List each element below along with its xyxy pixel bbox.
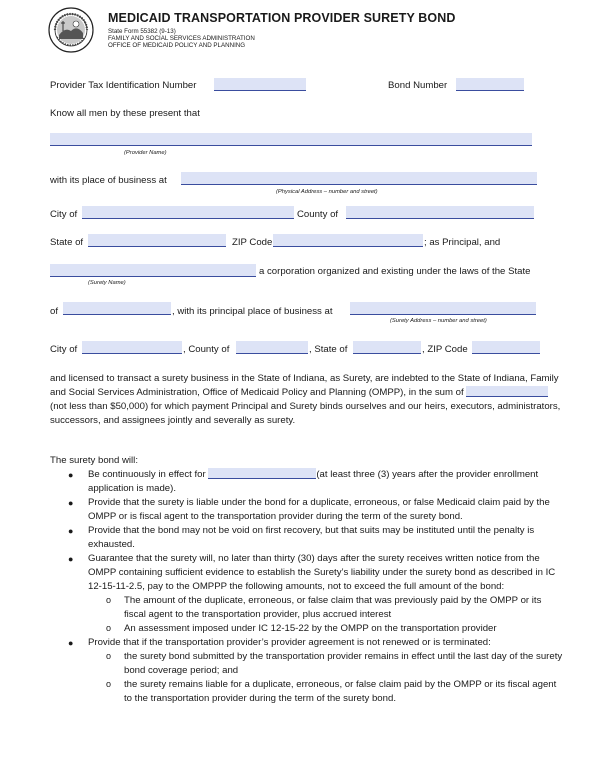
state-input[interactable] [88, 234, 226, 247]
list-item [88, 594, 565, 622]
circle-bullet-icon: o [106, 679, 112, 689]
bond-will-heading: The surety bond will: [50, 455, 138, 466]
obligation-text-1: and licensed to transact a surety business in the State of Indiana, as Surety, are indebted to the State of Indiana, Family and Social Services Administration, Office of Medicaid Policy and Planning (OMPP), in the [50, 373, 559, 398]
tax-id-label: Provider Tax Identification Number [50, 80, 197, 91]
physical-address-caption: (Physical Address – number and street) [276, 189, 378, 195]
form-number: State Form 55382 (9-13) [108, 28, 176, 35]
obligation-text-2: (not less than $50,000) for which payment Principal and Surety binds ourselves and our heirs, executors, administrators, successors, and assignees jointly and severally as surety. [50, 401, 561, 426]
zip2-label: , ZIP Code [422, 344, 468, 355]
as-principal-text: ; as Principal, and [424, 237, 501, 248]
condition-4-sub-1: The amount of the duplicate, erroneous, or false claim that was previously paid by the OMPP or its fiscal agent to the transportation provider, plus accrued interest [124, 595, 542, 620]
bullet-icon: ● [68, 498, 74, 508]
condition-3: Provide that the bond may not be void on first recovery, but that suits may be instituted until the penalty is exhausted. [88, 525, 535, 550]
provider-name-caption: (Provider Name) [124, 150, 167, 156]
surety-address-caption: (Surety Address – number and street) [390, 318, 487, 324]
surety-state-input[interactable] [63, 302, 171, 315]
county-input[interactable] [346, 206, 534, 219]
county-label: County of [297, 209, 339, 220]
circle-bullet-icon: o [106, 623, 112, 633]
city-input[interactable] [82, 206, 294, 219]
bond-number-input[interactable] [456, 78, 524, 91]
tax-id-input[interactable] [214, 78, 306, 91]
county2-label: , County of [183, 344, 230, 355]
circle-bullet-icon: o [106, 595, 112, 605]
list-item [50, 496, 565, 524]
condition-4-sublist [88, 594, 565, 636]
physical-address-input[interactable] [181, 172, 537, 185]
condition-2: Provide that the surety is liable under the bond for a duplicate, erroneous, or false Medicaid claim paid by the OMPP or is fiscal agent to the transportation provider during the term of the surety bond. [88, 497, 550, 522]
state-seal-icon [48, 7, 94, 53]
bullet-icon: ● [68, 470, 74, 480]
condition-5-sublist [88, 650, 565, 706]
office-name: OFFICE OF MEDICAID POLICY AND PLANNING [108, 42, 246, 49]
list-item [88, 622, 565, 636]
state2-label: , State of [309, 344, 348, 355]
zip-input[interactable] [273, 234, 423, 247]
bullet-icon: ● [68, 526, 74, 536]
bond-number-label: Bond Number [388, 80, 448, 91]
surety-name-caption: (Surety Name) [88, 280, 126, 286]
list-item [88, 650, 565, 678]
sum-of-label: sum of [434, 387, 464, 398]
list-item [50, 636, 565, 706]
bond-duration-input[interactable] [208, 468, 316, 479]
list-item [50, 524, 565, 552]
city-label: City of [50, 209, 78, 220]
circle-bullet-icon: o [106, 651, 112, 661]
surety-name-input[interactable] [50, 264, 256, 277]
agency-name: FAMILY AND SOCIAL SERVICES ADMINISTRATION [108, 35, 255, 42]
corporation-text: a corporation organized and existing under the laws of the State [259, 266, 531, 277]
zip-label: ZIP Code [232, 237, 273, 248]
city2-label: City of [50, 344, 78, 355]
form-title: MEDICAID TRANSPORTATION PROVIDER SURETY BOND [108, 11, 456, 25]
sum-amount-input[interactable] [466, 386, 548, 397]
principal-place-text: , with its principal place of business at [172, 306, 333, 317]
condition-1-post: (at least three (3) years after the provider enrollment application is made). [88, 469, 539, 494]
bond-conditions-list [50, 468, 565, 706]
condition-5: Provide that if the transportation provider’s provider agreement is not renewed or is terminated: [88, 637, 491, 648]
state2-input[interactable] [353, 341, 421, 354]
condition-4: Guarantee that the surety will, no later than thirty (30) days after the surety receives written notice from the OMPP containing sufficient evidence to establish the Surety’s liability under the surety bond as described in IC 12-15-11-2.5, pay to the OMPPP the following amounts, not to exceed the full amount of the bond: [88, 553, 556, 592]
state-label: State of [50, 237, 84, 248]
condition-1-pre: Be continuously in effect for [88, 469, 206, 480]
obligation-paragraph [50, 372, 562, 428]
surety-address-input[interactable] [350, 302, 536, 315]
list-item [88, 678, 565, 706]
know-all-text: Know all men by these present that [50, 108, 200, 119]
place-of-business-label: with its place of business at [50, 175, 167, 186]
list-item [50, 468, 565, 496]
of-label: of [50, 306, 59, 317]
bullet-icon: ● [68, 638, 74, 648]
zip2-input[interactable] [472, 341, 540, 354]
city2-input[interactable] [82, 341, 182, 354]
provider-name-input[interactable] [50, 133, 532, 146]
condition-5-sub-1: the surety bond submitted by the transportation provider remains in effect until the last day of the surety bond coverage period; and [124, 651, 563, 676]
condition-4-sub-2: An assessment imposed under IC 12-15-22 by the OMPP on the transportation provider [124, 623, 497, 634]
bullet-icon: ● [68, 554, 74, 564]
county2-input[interactable] [236, 341, 308, 354]
list-item [50, 552, 565, 636]
condition-5-sub-2: the surety remains liable for a duplicate, erroneous, or false claim paid by the OMPP or its fiscal agent to the transportation provider during the term of the surety bond. [124, 679, 557, 704]
